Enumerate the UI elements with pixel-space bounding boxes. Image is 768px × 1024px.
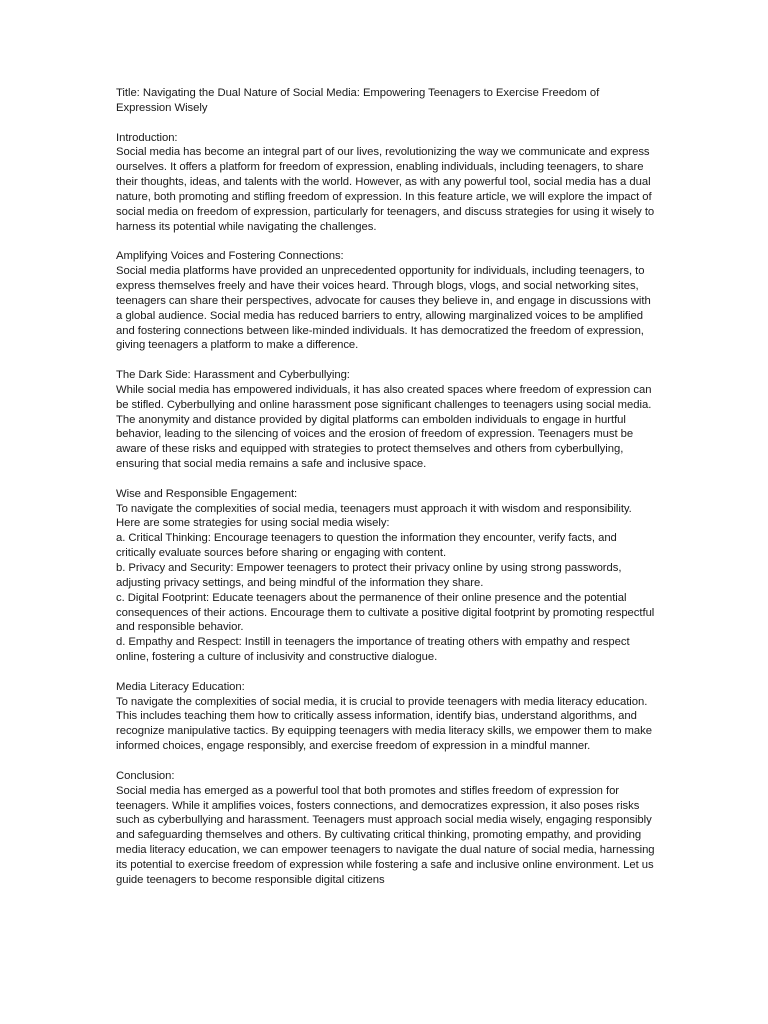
list-item-critical-thinking: a. Critical Thinking: Encourage teenagers to question the information they encounter, verify facts, and critically evaluate sources before sharing or engaging with content.: [116, 532, 617, 560]
list-item-digital-footprint: c. Digital Footprint: Educate teenagers about the permanence of their online presence and the potential consequences of their actions. Encourage them to cultivate a positive digital footprint by promoting respectful and responsible behavior.: [116, 591, 655, 634]
title-text: Title: Navigating the Dual Nature of Social Media: Empowering Teenagers to Exercise Freedom of Expression Wisely: [116, 87, 600, 114]
section-heading: Introduction:: [116, 131, 178, 144]
section-introduction: [116, 131, 656, 235]
paragraph: Social media platforms have provided an unprecedented opportunity for individuals, including teenagers, to express themselves freely and have their voices heard. Through blogs, vlogs, and social networking sites, teenagers can share their perspectives, advocate for causes they believe in, and engage in discussions with a global audience. Social media has reduced barriers to entry, allowing marginalized voices to be amplified and fostering connections between like-minded individuals. It has democratized the freedom of expression, giving teenagers a platform to make a difference.: [116, 265, 651, 352]
paragraph: To navigate the complexities of social media, it is crucial to provide teenagers with media literacy education. This includes teaching them how to critically assess information, identify bias, understand algorithms, and recognize manipulative tactics. By equipping teenagers with media literacy skills, we empower them to make informed choices, engage responsibly, and exercise freedom of expression in a mindful manner.: [116, 695, 652, 753]
paragraph: To navigate the complexities of social media, teenagers must approach it with wisdom and responsibility. Here are some strategies for using social media wisely:: [116, 502, 632, 530]
section-heading: Media Literacy Education:: [116, 680, 245, 693]
section-heading: Conclusion:: [116, 769, 175, 782]
section-heading: Wise and Responsible Engagement:: [116, 487, 298, 500]
section-heading: Amplifying Voices and Fostering Connections:: [116, 250, 344, 263]
section-dark-side: [116, 368, 656, 472]
paragraph: While social media has empowered individuals, it has also created spaces where freedom of expression can be stifled. Cyberbullying and online harassment pose significant challenges to teenagers using social media. The anonymity and distance provided by digital platforms can embolden individuals to engage in hurtful behavior, leading to the silencing of voices and the erosion of freedom of expression. Teenagers must be aware of these risks and equipped with strategies to protect themselves and others from cyberbullying, ensuring that social media remains a safe and inclusive space.: [116, 383, 652, 471]
document-title: [116, 86, 656, 116]
list-item-privacy-security: b. Privacy and Security: Empower teenagers to protect their privacy online by using strong passwords, adjusting privacy settings, and being mindful of the information they share.: [116, 562, 622, 589]
paragraph: Social media has emerged as a powerful tool that both promotes and stifles freedom of expression for teenagers. While it amplifies voices, fosters connections, and democratizes expression, it also poses risks such as cyberbullying and harassment. Teenagers must approach social media wisely, engaging responsibly and safeguarding themselves and others. By cultivating critical thinking, promoting empathy, and providing media literacy education, we can empower teenagers to navigate the dual nature of social media, harnessing its potential to exercise freedom of expression while fostering a safe and inclusive online environment. Let us guide teenagers to become responsible digital citizens: [116, 784, 655, 886]
paragraph: Social media has become an integral part of our lives, revolutionizing the way we communicate and express ourselves. It offers a platform for freedom of expression, enabling individuals, including teenagers, to share their thoughts, ideas, and talents with the world. However, as with any powerful tool, social media has a dual nature, both promoting and stifling freedom of expression. In this feature article, we will explore the impact of social media on freedom of expression, particularly for teenagers, and discuss strategies for using it wisely to harness its potential while navigating the challenges.: [116, 146, 655, 233]
section-wise-engagement: [116, 487, 656, 665]
section-amplifying-voices: [116, 249, 656, 353]
section-heading: The Dark Side: Harassment and Cyberbullying:: [116, 369, 350, 382]
section-media-literacy: [116, 680, 656, 754]
list-item-empathy-respect: d. Empathy and Respect: Instill in teenagers the importance of treating others with empathy and respect online, fostering a culture of inclusivity and constructive dialogue.: [116, 636, 630, 664]
document-page: [116, 86, 656, 902]
section-conclusion: [116, 769, 656, 888]
